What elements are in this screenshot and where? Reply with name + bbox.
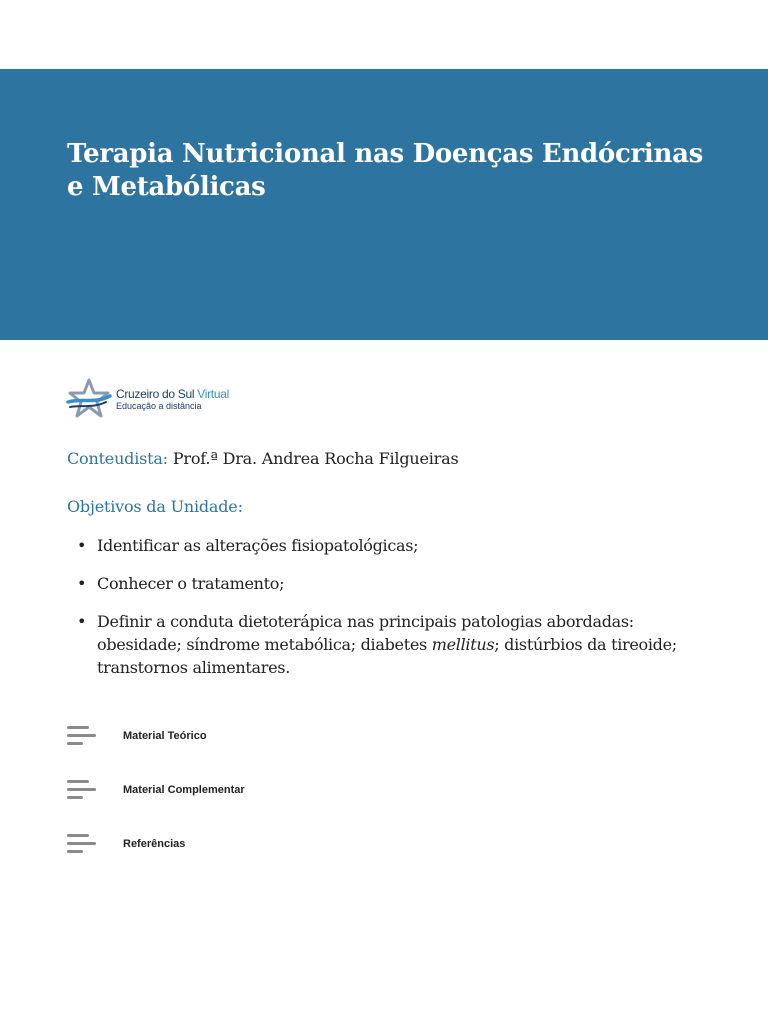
title-banner: [0, 69, 768, 340]
author-line: [67, 448, 458, 470]
list-item: • Conhecer o tratamento;: [77, 574, 285, 593]
section-links: [67, 718, 467, 880]
objectives-list: [67, 534, 707, 694]
section-label: Material Complementar: [123, 784, 245, 796]
section-link-referencias[interactable]: [67, 826, 467, 862]
author-label: Conteudista:: [67, 449, 168, 468]
page-title: Terapia Nutricional nas Doenças Endócrinas e Metabólicas: [67, 139, 703, 202]
objectives-heading: Objetivos da Unidade:: [67, 497, 243, 516]
menu-lines-icon: [67, 831, 97, 857]
star-logo-icon: [66, 378, 112, 420]
bullet-icon: •: [77, 612, 87, 631]
author-name: Prof.ª Dra. Andrea Rocha Filgueiras: [172, 449, 459, 468]
menu-lines-icon: [67, 777, 97, 803]
cruzeiro-do-sul-logo: [66, 377, 246, 421]
menu-lines-icon: [67, 723, 97, 749]
section-label: Referências: [123, 838, 186, 850]
list-item: • Definir a conduta dietoterápica nas principais patologias abordadas: obesidade; síndrome metabólica; diabetes mellitus; distúrbios da tireoide; transtornos alimentares.: [77, 612, 677, 677]
bullet-icon: •: [77, 536, 87, 555]
section-label: Material Teórico: [123, 730, 207, 742]
logo-tagline: Educação a distância: [116, 400, 202, 411]
logo-name: Cruzeiro do Sul Virtual: [116, 386, 229, 401]
section-link-material-teorico[interactable]: [67, 718, 467, 754]
section-link-material-complementar[interactable]: [67, 772, 467, 808]
bullet-icon: •: [77, 574, 87, 593]
list-item: • Identificar as alterações fisiopatológicas;: [77, 536, 419, 555]
